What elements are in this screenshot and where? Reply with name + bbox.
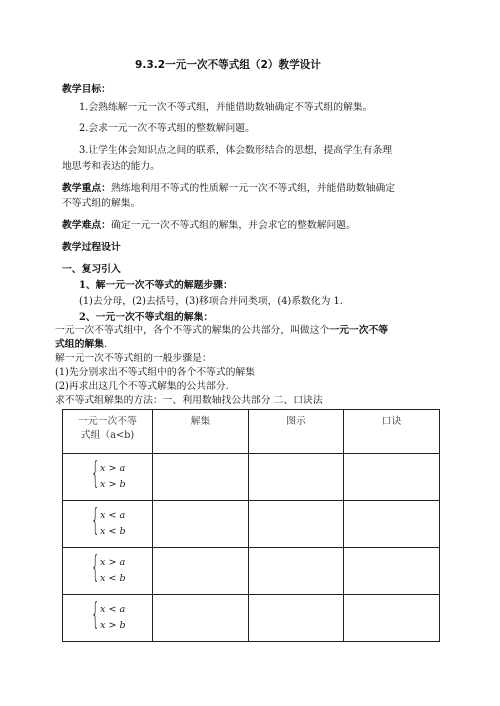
- section-heading: 一、复习引入: [62, 264, 121, 275]
- definition-line1: [55, 324, 388, 338]
- diagram-cell: [249, 595, 344, 642]
- inequality-1: x < a: [100, 510, 126, 521]
- inequality-2: x > b: [100, 479, 126, 490]
- inequality-2: x < b: [100, 526, 126, 537]
- item1-steps: (1)去分母，(2)去括号，(3)移项合并同类项，(4)系数化为 1.: [79, 296, 343, 307]
- key-point-label: 教学重点：: [62, 183, 111, 194]
- step-1: (1)先分别求出不等式组中的各个不等式的解集: [55, 367, 256, 378]
- inequality-1: x > a: [100, 557, 126, 568]
- steps-intro: 解一元一次不等式组的一般步骤是：: [55, 353, 212, 364]
- diagram-cell: [249, 454, 344, 501]
- mnemonic-cell: [344, 548, 440, 595]
- system-cell: [63, 595, 153, 642]
- inequality-1: x > a: [100, 463, 126, 474]
- brace-icon: {: [91, 550, 100, 585]
- table-header-row: [63, 410, 440, 454]
- brace-icon: {: [91, 456, 100, 491]
- brace-icon: {: [91, 503, 100, 538]
- header-system: [63, 410, 153, 454]
- definition-term-cont: 式组的解集: [55, 339, 104, 350]
- header-diagram: 图示: [249, 410, 344, 454]
- mnemonic-cell: [344, 595, 440, 642]
- system-cell: [63, 454, 153, 501]
- diagram-cell: [249, 548, 344, 595]
- solution-cell: [153, 501, 249, 548]
- key-point-cont: 不等式组的解集。: [62, 198, 141, 209]
- table-row: [63, 501, 440, 548]
- table-row: [63, 548, 440, 595]
- inequality-2: x < b: [100, 573, 126, 584]
- goal-3: 3.让学生体会知识点之间的联系，体会数形结合的思想，提高学生有条理: [79, 145, 393, 156]
- difficulty-text: 确定一元一次不等式组的解集，并会求它的整数解问题。: [110, 220, 356, 231]
- table-row: [63, 454, 440, 501]
- difficulty: [62, 219, 356, 233]
- key-point: [62, 182, 395, 196]
- brace-icon: {: [91, 597, 100, 632]
- table-row: [63, 595, 440, 642]
- system-cell: [63, 548, 153, 595]
- methods-line: 求不等式组解集的方法：一、利用数轴找公共部分 二、口诀法: [55, 395, 323, 406]
- definition-period: .: [103, 339, 108, 350]
- inequality-2: x > b: [100, 620, 126, 631]
- diagram-cell: [249, 501, 344, 548]
- solution-cell: [153, 595, 249, 642]
- process-heading: 教学过程设计: [62, 242, 121, 253]
- document-title: 9.3.2一元一次不等式组（2）教学设计: [135, 59, 321, 71]
- goal-2: 2.会求一元一次不等式组的整数解问题。: [79, 123, 255, 134]
- solution-table: [62, 409, 440, 642]
- header-system-line1: 一元一次不等: [78, 416, 137, 427]
- solution-cell: [153, 548, 249, 595]
- goal-1: 1.会熟练解一元一次不等式组，并能借助数轴确定不等式组的解集。: [79, 102, 373, 113]
- key-point-text: 熟练地利用不等式的性质解一元一次不等式组，并能借助数轴确定: [110, 183, 396, 194]
- step-2: (2)再求出这几个不等式解集的公共部分.: [55, 381, 229, 392]
- goal-3-cont: 地思考和表达的能力。: [62, 161, 160, 172]
- solution-cell: [153, 454, 249, 501]
- definition-term: 一元一次不等: [329, 325, 389, 336]
- header-mnemonic: 口诀: [344, 410, 440, 454]
- header-solution: 解集: [153, 410, 249, 454]
- definition-line2: [55, 338, 107, 352]
- item1-heading: 1、解一元一次不等式的解题步骤：: [79, 280, 233, 291]
- difficulty-label: 教学难点：: [62, 220, 111, 231]
- system-cell: [63, 501, 153, 548]
- header-system-line2: 式组（a<b): [80, 430, 135, 441]
- inequality-1: x < a: [100, 604, 126, 615]
- goals-heading: 教学目标：: [62, 84, 111, 95]
- item2-heading: 2、一元一次不等式组的解集：: [79, 312, 214, 323]
- mnemonic-cell: [344, 501, 440, 548]
- mnemonic-cell: [344, 454, 440, 501]
- definition-text: 一元一次不等式组中，各个不等式的解集的公共部分，叫做这个: [55, 325, 330, 336]
